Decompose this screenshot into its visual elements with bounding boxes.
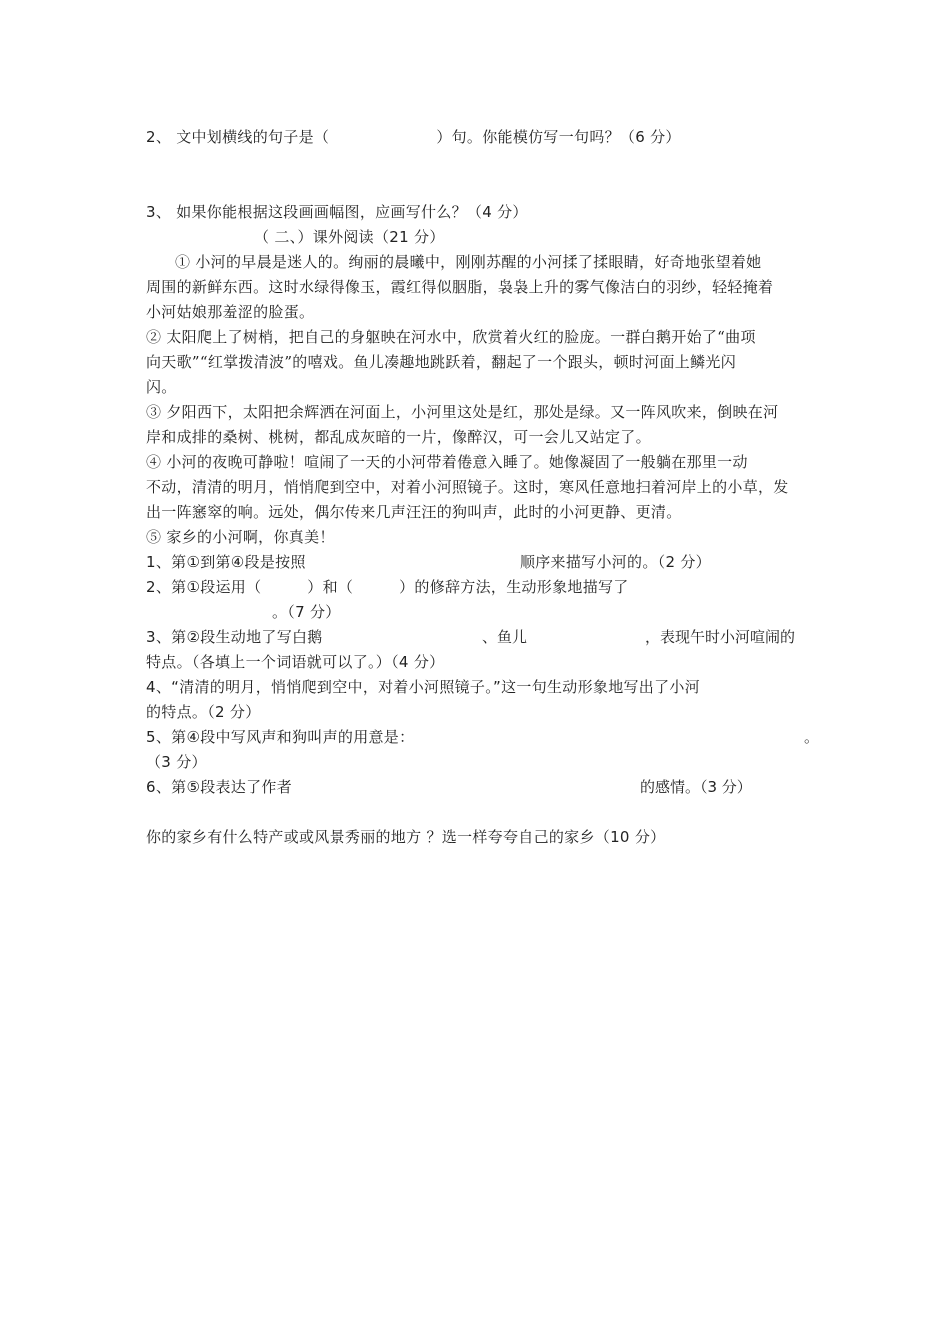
reading-question-4-cont: 的特点。（2 分） — [146, 703, 261, 721]
reading-question-5: 5、第④段中写风声和狗叫声的用意是： — [146, 728, 415, 746]
passage-line: 小河姑娘那羞涩的脸蛋。 — [146, 303, 315, 321]
passage-line: ③ 夕阳西下，太阳把余辉洒在河面上，小河里这处是红，那处是绿。又一阵风吹来，倒映在河 — [146, 403, 779, 421]
passage-line: 向天歌”“红掌拨清波”的嘻戏。鱼儿凑趣地跳跃着，翻起了一个跟头，顿时河面上鳞光闪 — [146, 353, 737, 371]
passage-line: ② 太阳爬上了树梢，把自己的身躯映在河水中，欣赏着火红的脸庞。一群白鹅开始了“曲项 — [146, 328, 756, 346]
section-heading: （ 二、）课外阅读（21 分） — [254, 228, 445, 246]
passage-line: 不动，清清的明月，悄悄爬到空中，对着小河照镜子。这时，寒风任意地扫着河岸上的小草，发 — [146, 478, 789, 496]
passage-line: 岸和成排的桑树、桃树，都乱成灰暗的一片，像醉汉，可一会儿又站定了。 — [146, 428, 651, 446]
reading-question-5-end: 。 — [804, 728, 820, 746]
question-3-line: 3、 如果你能根据这段画画幅图，应画写什么？（4 分） — [146, 203, 528, 221]
reading-question-3-part1: 3、第②段生动地了写白鹅 — [146, 628, 323, 646]
reading-question-3-part2: 、鱼儿 — [482, 628, 528, 646]
reading-question-6: 6、第⑤段表达了作者 — [146, 778, 292, 796]
passage-line: ① 小河的早晨是迷人的。绚丽的晨曦中，刚刚苏醒的小河揉了揉眼睛，好奇地张望着她 — [175, 253, 762, 271]
reading-question-3-cont: 特点。（各填上一个词语就可以了。）（4 分） — [146, 653, 445, 671]
reading-question-1: 1、第①到第④段是按照 顺序来描写小河的。（2 分） — [146, 553, 711, 571]
reading-question-2: 2、第①段运用（ ）和（ ）的修辞方法，生动形象地描写了 — [146, 578, 629, 596]
reading-question-3-part3: ，表现午时小河喧闹的 — [645, 628, 796, 646]
passage-line: ⑤ 家乡的小河啊，你真美！ — [146, 528, 335, 546]
reading-question-5-score: （3 分） — [146, 753, 207, 771]
reading-question-2-score: 。（7 分） — [272, 603, 341, 621]
question-2-line: 2、 文中划横线的句子是（ ）句。你能模仿写一句吗？（6 分） — [146, 128, 681, 146]
passage-line: 闪。 — [146, 378, 177, 396]
passage-line: ④ 小河的夜晚可静啦！喧闹了一天的小河带着倦意入睡了。她像凝固了一般躺在那里一动 — [146, 453, 748, 471]
reading-question-6-end: 的感情。（3 分） — [640, 778, 752, 796]
reading-question-4: 4、“清清的明月，悄悄爬到空中，对着小河照镜子。”这一句生动形象地写出了小河 — [146, 678, 700, 696]
writing-task: 你的家乡有什么特产或或风景秀丽的地方 ？选一样夸夸自己的家乡（10 分） — [146, 828, 666, 846]
passage-line: 出一阵窸窣的响。远处，偶尔传来几声汪汪的狗叫声，此时的小河更静、更清。 — [146, 503, 682, 521]
passage-line: 周围的新鲜东西。这时水绿得像玉，霞红得似胭脂，袅袅上升的雾气像洁白的羽纱，轻轻掩着 — [146, 278, 774, 296]
